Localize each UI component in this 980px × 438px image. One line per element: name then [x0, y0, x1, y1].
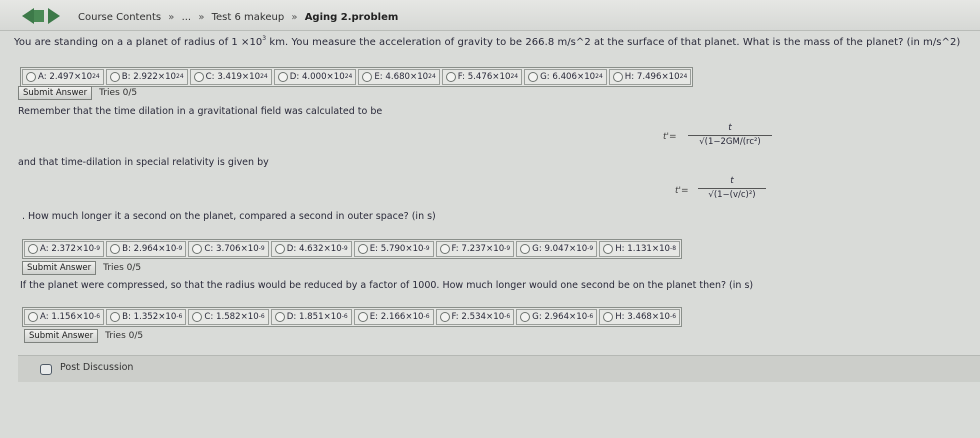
question-1-text: You are standing on a a planet of radius of $1 \times 10^3$ km. You measure the acceleration of gravity to be 266.8 m/s^2 at the surface of that planet. What is the mass of the planet? (in m/s^2)	[14, 35, 961, 48]
radio-icon[interactable]	[278, 72, 288, 82]
question-2-choice-f[interactable]: F: 7.237×10 -9	[436, 241, 515, 257]
radio-icon[interactable]	[110, 72, 120, 82]
radio-icon[interactable]	[440, 244, 450, 254]
radio-icon[interactable]	[446, 72, 456, 82]
formula-1-numerator: t	[728, 123, 732, 133]
question-3-submit-button[interactable]: Submit Answer	[24, 329, 98, 343]
breadcrumb-current-page: Aging 2.problem	[304, 12, 399, 23]
breadcrumb-separator: »	[198, 12, 205, 23]
previous-arrow-icon[interactable]	[22, 8, 34, 24]
question-1-choice-h[interactable]: H: 7.496×10 24	[609, 69, 691, 85]
radio-icon[interactable]	[275, 312, 285, 322]
formula-1-lhs: t'=	[663, 132, 677, 142]
formula-1-fraction	[688, 123, 772, 147]
question-2-choice-b[interactable]: B: 2.964×10 -9	[106, 241, 186, 257]
question-3-submit-row	[24, 329, 143, 343]
question-1-submit-button[interactable]: Submit Answer	[18, 86, 92, 100]
post-discussion-bar	[18, 355, 980, 382]
breadcrumb-ellipsis[interactable]: ...	[181, 12, 192, 23]
radio-icon[interactable]	[194, 72, 204, 82]
radio-icon[interactable]	[358, 312, 368, 322]
radio-icon[interactable]	[28, 244, 38, 254]
radio-icon[interactable]	[192, 244, 202, 254]
radio-icon[interactable]	[110, 312, 120, 322]
question-3-choice-f[interactable]: F: 2.534×10 -6	[436, 309, 515, 325]
question-3-text: If the planet were compressed, so that the radius would be reduced by a factor of 1000. How much longer would one second be on the planet then? (in s)	[20, 280, 754, 291]
question-3-choice-e[interactable]: E: 2.166×10 -6	[354, 309, 434, 325]
radio-icon[interactable]	[440, 312, 450, 322]
question-1-choice-g[interactable]: G: 6.406×10 24	[524, 69, 607, 85]
formula-2-fraction	[698, 176, 766, 200]
question-2-submit-button[interactable]: Submit Answer	[22, 261, 96, 275]
formula-2-lhs: t'=	[675, 186, 689, 196]
fraction-bar	[688, 135, 772, 136]
question-1-choice-b[interactable]: B: 2.922×10 24	[106, 69, 188, 85]
nav-separator	[34, 10, 44, 22]
question-3-choice-b[interactable]: B: 1.352×10 -6	[106, 309, 186, 325]
breadcrumb-separator: »	[291, 12, 298, 23]
radio-icon[interactable]	[192, 312, 202, 322]
radio-icon[interactable]	[358, 244, 368, 254]
question-2-choice-a[interactable]: A: 2.372×10 -9	[24, 241, 104, 257]
question-1-choice-d[interactable]: D: 4.000×10 24	[274, 69, 357, 85]
next-arrow-icon[interactable]	[48, 8, 60, 24]
question-1-choice-f[interactable]: F: 5.476×10 24	[442, 69, 522, 85]
question-3-choice-c[interactable]: C: 1.582×10 -6	[188, 309, 268, 325]
radio-icon[interactable]	[603, 244, 613, 254]
question-2-choice-c[interactable]: C: 3.706×10 -9	[188, 241, 268, 257]
breadcrumb-separator: »	[168, 12, 175, 23]
radio-icon[interactable]	[603, 312, 613, 322]
question-3-tries: Tries 0/5	[105, 331, 144, 341]
formula-2-denominator: √(1−(v/c)²)	[708, 190, 756, 200]
question-2-choice-d[interactable]: D: 4.632×10 -9	[271, 241, 352, 257]
question-3-choice-h[interactable]: H: 3.468×10 -6	[599, 309, 680, 325]
question-2-text: . How much longer it a second on the planet, compared a second in outer space? (in s)	[22, 211, 436, 222]
question-3-choices	[22, 307, 682, 327]
time-dilation-intro: Remember that the time dilation in a gravitational field was calculated to be	[18, 106, 383, 117]
radio-icon[interactable]	[528, 72, 538, 82]
breadcrumb-test-6-makeup[interactable]: Test 6 makeup	[211, 12, 285, 23]
question-2-submit-row	[22, 261, 141, 275]
formula-1-denominator: √(1−2GM/(rc²)	[699, 137, 761, 147]
question-3-choice-d[interactable]: D: 1.851×10 -6	[271, 309, 352, 325]
radio-icon[interactable]	[362, 72, 372, 82]
formula-2-numerator: t	[730, 176, 734, 186]
discussion-icon[interactable]	[40, 364, 52, 375]
fraction-bar	[698, 188, 766, 189]
radio-icon[interactable]	[520, 244, 530, 254]
question-1-choice-e[interactable]: E: 4.680×10 24	[358, 69, 439, 85]
radio-icon[interactable]	[275, 244, 285, 254]
radio-icon[interactable]	[110, 244, 120, 254]
radio-icon[interactable]	[26, 72, 36, 82]
question-1-choice-a[interactable]: A: 2.497×10 24	[22, 69, 104, 85]
question-2-choices	[22, 239, 682, 259]
breadcrumb-course-contents[interactable]: Course Contents	[78, 12, 162, 23]
question-1-tries: Tries 0/5	[99, 88, 138, 98]
radio-icon[interactable]	[613, 72, 623, 82]
question-2-choice-e[interactable]: E: 5.790×10 -9	[354, 241, 434, 257]
question-2-choice-h[interactable]: H: 1.131×10 -8	[599, 241, 680, 257]
question-1-choices	[20, 67, 693, 87]
question-2-choice-g[interactable]: G: 9.047×10 -9	[516, 241, 597, 257]
question-3-choice-g[interactable]: G: 2.964×10 -6	[516, 309, 597, 325]
radio-icon[interactable]	[28, 312, 38, 322]
question-1-choice-c[interactable]: C: 3.419×10 24	[190, 69, 272, 85]
question-1-submit-row	[18, 86, 137, 100]
question-2-tries: Tries 0/5	[103, 263, 142, 273]
breadcrumb	[78, 12, 398, 23]
post-discussion-link[interactable]: Post Discussion	[60, 362, 134, 373]
question-3-choice-a[interactable]: A: 1.156×10 -6	[24, 309, 104, 325]
radio-icon[interactable]	[520, 312, 530, 322]
special-relativity-intro: and that time-dilation in special relativity is given by	[18, 157, 269, 168]
top-bar	[0, 0, 980, 31]
